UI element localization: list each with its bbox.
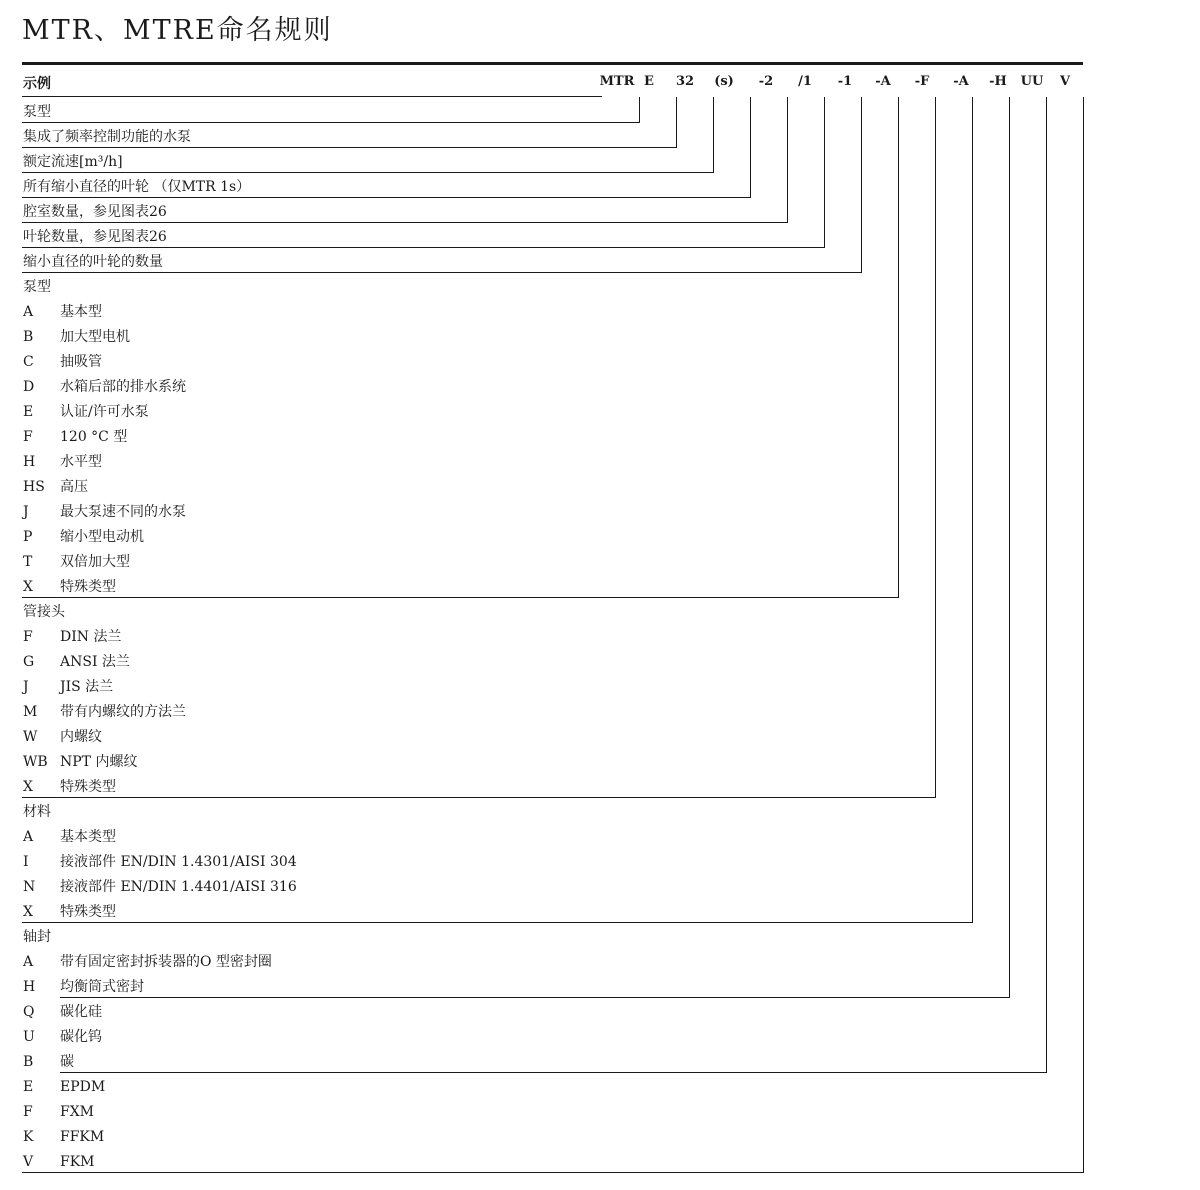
top-rule [22, 62, 1083, 65]
designation-item: 缩小直径的叶轮的数量 [23, 254, 163, 270]
page-title: MTR、MTRE命名规则 [22, 15, 333, 46]
option-row [23, 578, 116, 596]
option-row [23, 1103, 95, 1121]
option-row [23, 403, 149, 421]
option-row [23, 903, 116, 921]
item-underline [22, 247, 824, 248]
option-code: Q [23, 1004, 35, 1020]
code-segment: -A [875, 74, 891, 89]
option-desc: 内螺纹 [60, 729, 102, 745]
option-code: K [23, 1129, 34, 1145]
designation-item: 泵型 [23, 104, 51, 120]
option-desc: 基本类型 [60, 829, 116, 845]
option-row [23, 378, 186, 396]
code-segment: V [1059, 74, 1071, 89]
option-desc: 接液部件 EN/DIN 1.4301/AISI 304 [60, 854, 297, 870]
option-row [23, 753, 138, 771]
option-code: F [23, 429, 33, 445]
designation-item: 额定流速[m³/h] [23, 154, 123, 170]
option-code: B [23, 329, 34, 345]
option-code: D [23, 379, 35, 395]
option-code: F [23, 1104, 33, 1120]
option-row [23, 678, 114, 696]
option-row [23, 1028, 102, 1046]
option-code: F [23, 629, 33, 645]
option-row [23, 1153, 95, 1171]
option-code: B [23, 1054, 34, 1070]
option-row [23, 553, 130, 571]
option-code: H [23, 979, 36, 995]
option-code: A [23, 954, 34, 970]
item-drop-line [676, 97, 677, 148]
designation-item: 集成了频率控制功能的水泵 [23, 129, 191, 145]
option-code: E [23, 404, 34, 420]
option-desc: 带有固定密封拆装器的O 型密封圈 [60, 954, 272, 970]
group-heading: 轴封 [23, 929, 51, 945]
example-label: 示例 [23, 76, 51, 92]
option-desc: JIS 法兰 [60, 679, 114, 695]
group-drop-line [935, 97, 936, 798]
option-code: J [23, 504, 29, 520]
designation-item: 叶轮数量，参见图表26 [23, 229, 167, 245]
code-segment: (s) [714, 74, 734, 89]
option-row [23, 628, 122, 646]
code-segment: MTR [599, 74, 635, 89]
option-code: HS [23, 479, 45, 495]
option-desc: DIN 法兰 [60, 629, 122, 645]
option-desc: EPDM [60, 1079, 106, 1095]
option-code: M [23, 704, 38, 720]
option-desc: 最大泵速不同的水泵 [60, 504, 186, 520]
group-heading: 材料 [23, 804, 51, 820]
option-desc: ANSI 法兰 [60, 654, 130, 670]
option-code: W [23, 729, 38, 745]
group-heading: 管接头 [23, 604, 65, 620]
option-desc: 碳 [60, 1054, 74, 1070]
option-code: WB [23, 754, 48, 770]
item-underline [22, 272, 861, 273]
option-code: A [23, 304, 34, 320]
option-row [23, 853, 297, 871]
option-desc: 双倍加大型 [60, 554, 130, 570]
item-drop-line [861, 97, 862, 273]
option-row [23, 978, 144, 996]
group-heading: 泵型 [23, 279, 51, 295]
option-row [23, 453, 102, 471]
item-drop-line [750, 97, 751, 198]
group-underline [22, 797, 935, 798]
option-row [23, 953, 272, 971]
option-row [23, 878, 297, 896]
option-desc: 特殊类型 [60, 904, 116, 920]
seal-drop-line [1009, 97, 1010, 998]
code-segment: -A [953, 74, 969, 89]
option-code: J [23, 679, 29, 695]
option-code: P [23, 529, 33, 545]
option-desc: FFKM [60, 1129, 105, 1145]
option-code: C [23, 354, 34, 370]
option-code: X [23, 904, 33, 920]
option-row [23, 1053, 74, 1071]
option-desc: 接液部件 EN/DIN 1.4401/AISI 316 [60, 879, 297, 895]
seal-drop-line [1083, 97, 1084, 1173]
option-code: U [23, 1029, 35, 1045]
item-underline [22, 172, 713, 173]
option-row [23, 778, 116, 796]
option-code: N [23, 879, 36, 895]
option-code: V [23, 1154, 34, 1170]
code-segment: -1 [837, 74, 853, 89]
code-segment: E [644, 74, 654, 89]
header-underline [22, 96, 602, 97]
option-row [23, 1003, 102, 1021]
option-code: E [23, 1079, 34, 1095]
option-row [23, 1078, 106, 1096]
option-desc: 认证/许可水泵 [60, 404, 149, 420]
option-code: T [23, 554, 33, 570]
option-code: H [23, 454, 36, 470]
option-desc: 水箱后部的排水系统 [60, 379, 186, 395]
option-desc: 抽吸管 [60, 354, 102, 370]
option-code: G [23, 654, 35, 670]
option-desc: 碳化硅 [60, 1004, 102, 1020]
seal-underline [22, 1172, 1083, 1173]
seal-underline [60, 997, 1009, 998]
group-drop-line [972, 97, 973, 923]
item-drop-line [639, 97, 640, 123]
designation-item: 腔室数量，参见图表26 [23, 204, 167, 220]
item-underline [22, 222, 787, 223]
option-row [23, 653, 130, 671]
option-desc: 高压 [60, 479, 88, 495]
code-segment: -H [989, 74, 1007, 89]
option-row [23, 303, 102, 321]
seal-drop-line [1046, 97, 1047, 1073]
option-row [23, 528, 144, 546]
code-segment: -2 [758, 74, 774, 89]
item-underline [22, 197, 750, 198]
option-desc: FXM [60, 1104, 95, 1120]
option-desc: 均衡筒式密封 [60, 979, 144, 995]
option-desc: 缩小型电动机 [60, 529, 144, 545]
option-desc: 特殊类型 [60, 779, 116, 795]
option-desc: 加大型电机 [60, 329, 130, 345]
option-row [23, 703, 186, 721]
option-desc: 碳化钨 [60, 1029, 102, 1045]
seal-underline [60, 1072, 1046, 1073]
option-row [23, 353, 102, 371]
item-drop-line [713, 97, 714, 173]
group-drop-line [898, 97, 899, 598]
option-desc: 水平型 [60, 454, 102, 470]
item-underline [22, 147, 676, 148]
option-row [23, 728, 102, 746]
code-segment: -F [914, 74, 930, 89]
option-row [23, 1128, 105, 1146]
option-row [23, 328, 130, 346]
option-row [23, 428, 128, 446]
item-drop-line [787, 97, 788, 223]
group-underline [22, 922, 972, 923]
option-row [23, 828, 116, 846]
option-desc: NPT 内螺纹 [60, 754, 138, 770]
item-drop-line [824, 97, 825, 248]
option-code: X [23, 779, 33, 795]
option-desc: FKM [60, 1154, 95, 1170]
item-underline [22, 122, 639, 123]
option-code: A [23, 829, 34, 845]
group-underline [22, 597, 898, 598]
option-code: I [23, 854, 29, 870]
option-desc: 特殊类型 [60, 579, 116, 595]
designation-item: 所有缩小直径的叶轮 （仅MTR 1s） [23, 179, 251, 195]
option-desc: 120 °C 型 [60, 429, 128, 445]
option-desc: 带有内螺纹的方法兰 [60, 704, 186, 720]
code-segment: UU [1020, 74, 1044, 89]
option-code: X [23, 579, 33, 595]
option-desc: 基本型 [60, 304, 102, 320]
code-segment: /1 [798, 74, 812, 89]
option-row [23, 478, 88, 496]
code-segment: 32 [675, 74, 695, 89]
option-row [23, 503, 186, 521]
